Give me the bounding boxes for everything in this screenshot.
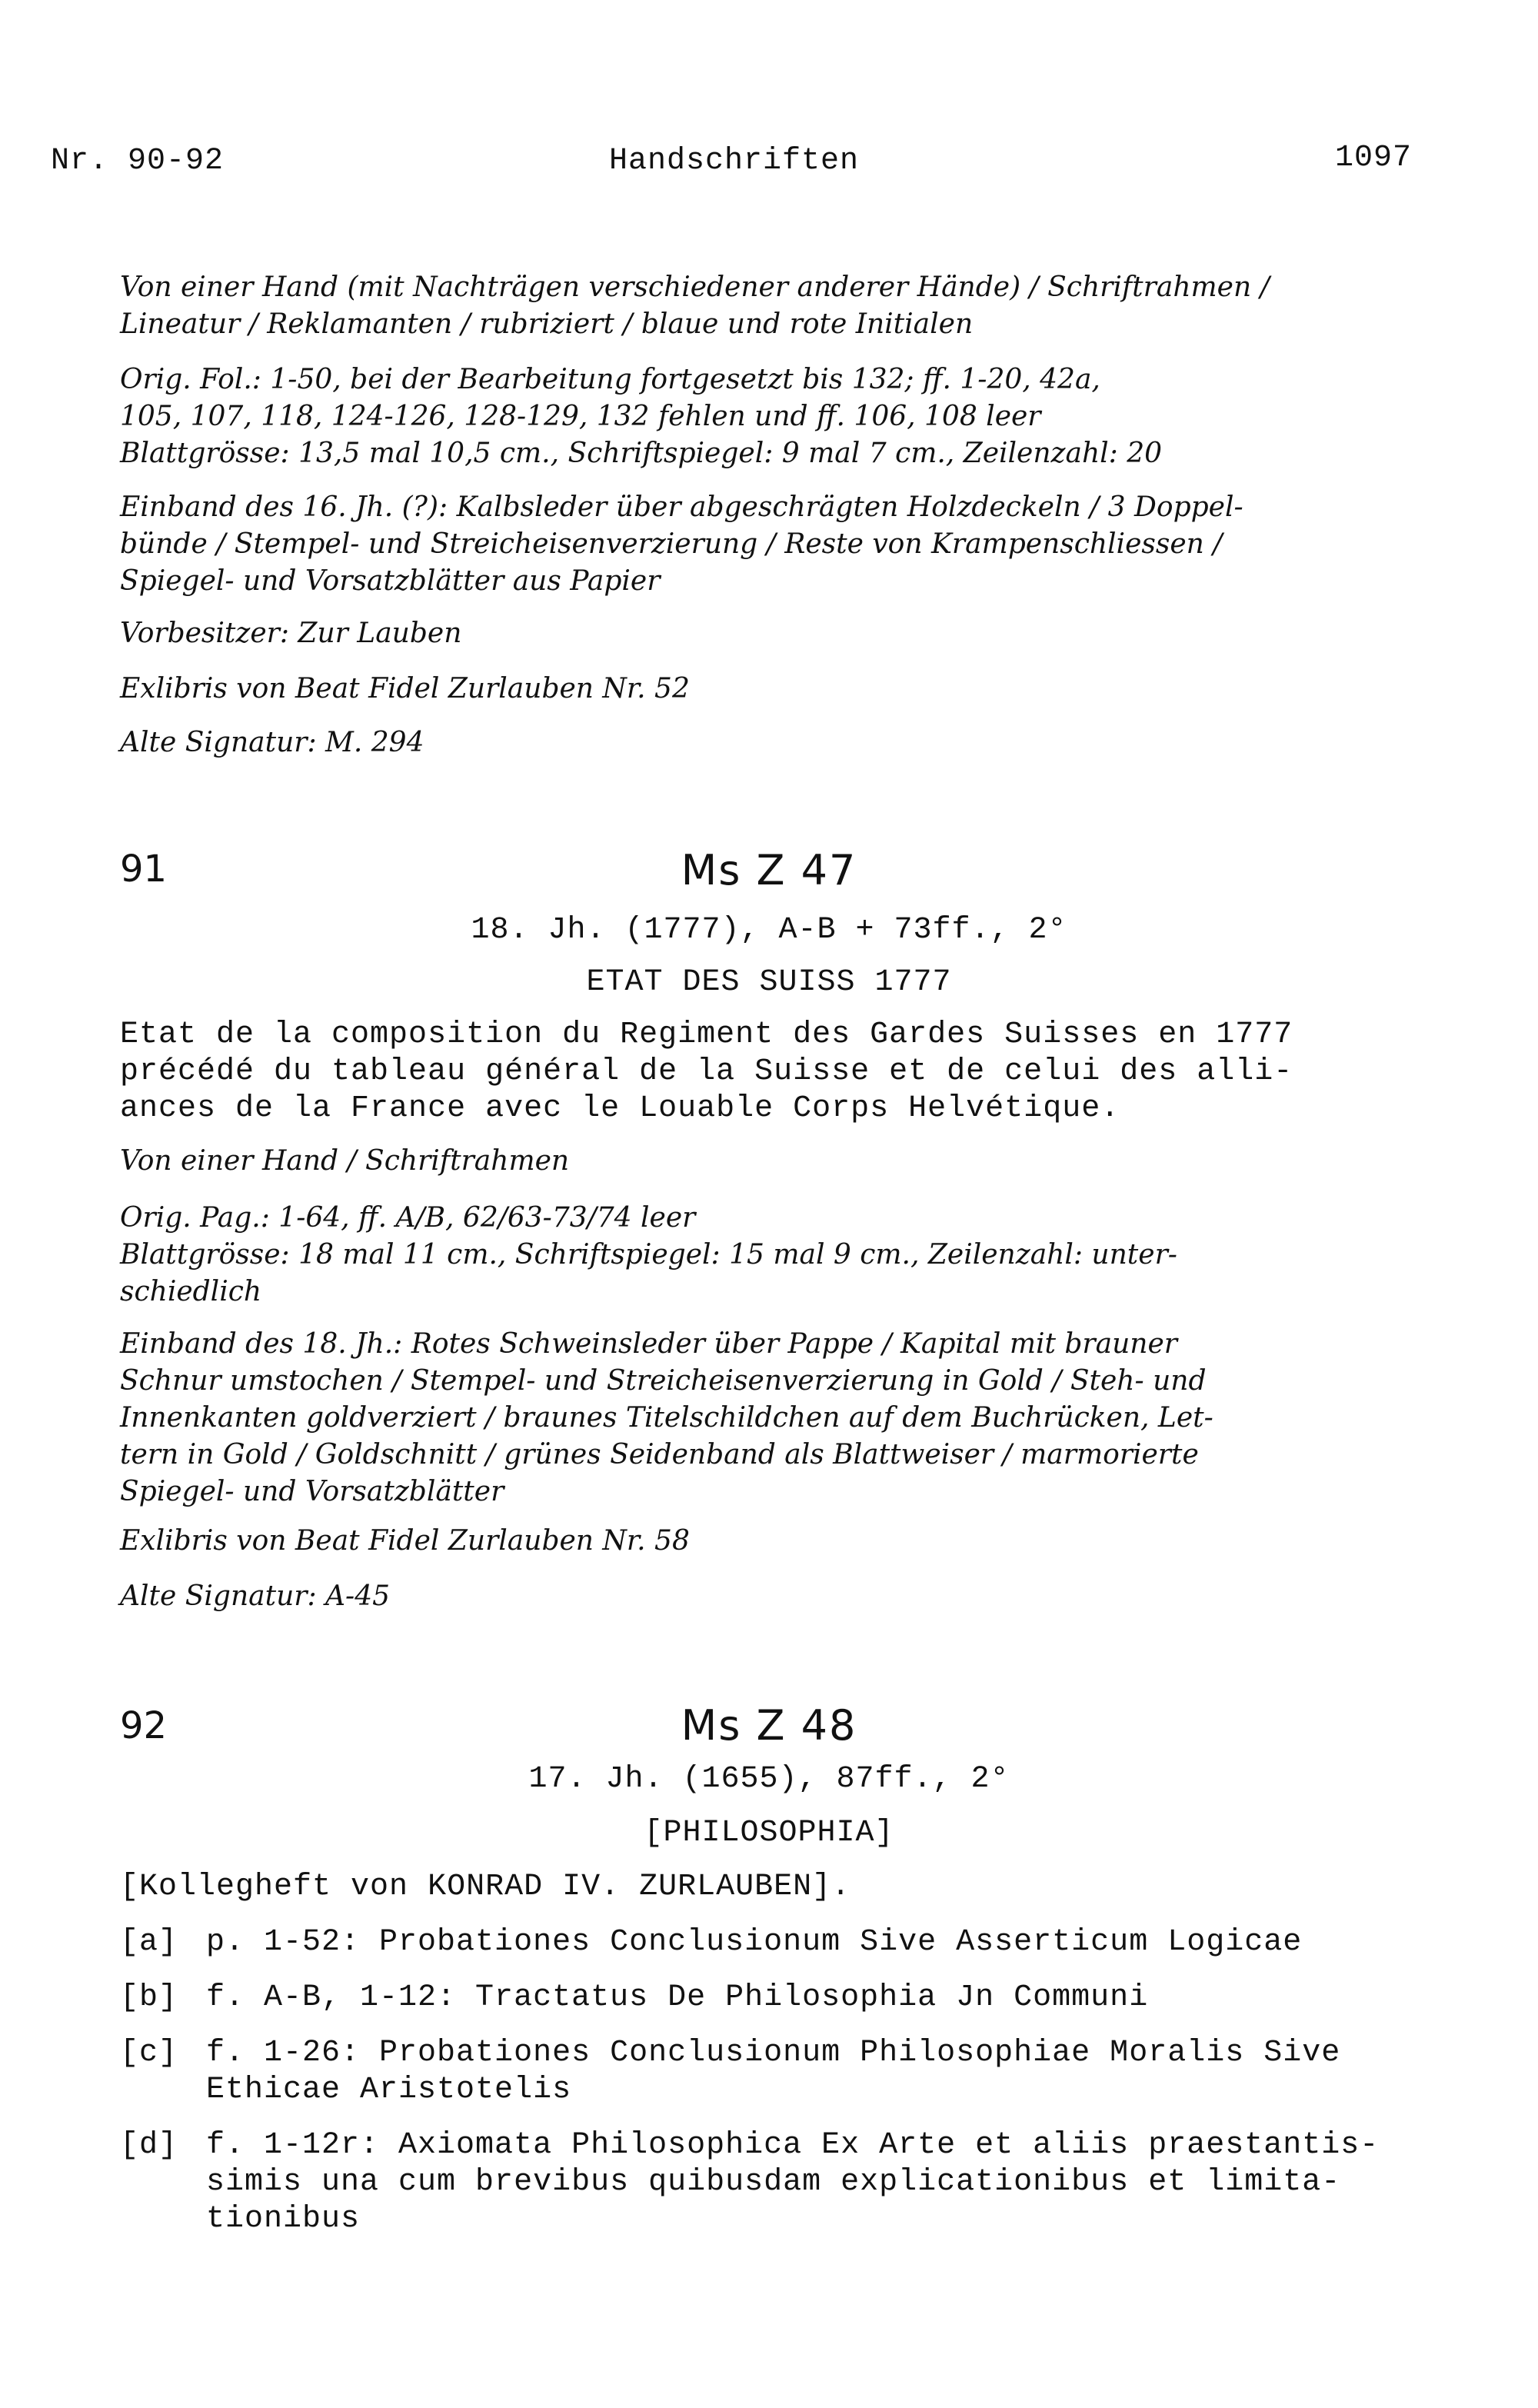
item-label: [d]: [120, 2128, 178, 2163]
text-line: Von einer Hand (mit Nachträgen verschiedener anderer Hände) / Schriftrahmen /: [120, 271, 1270, 303]
entry90-old-signature: Alte Signatur: M. 294: [120, 727, 424, 758]
entry91-old-signature: Alte Signatur: A-45: [120, 1580, 390, 1612]
running-head-title: Handschriften: [609, 144, 860, 178]
text-line: tern in Gold / Goldschnitt / grünes Seidenband als Blattweiser / marmorierte: [120, 1439, 1199, 1470]
text-line: bünde / Stempel- und Streicheisenverzierung / Reste von Krampenschliessen /: [120, 528, 1223, 560]
text-line: f. 1-12r: Axiomata Philosophica Ex Arte et aliis praestantis-: [206, 2128, 1380, 2163]
text-line: Innenkanten goldverziert / braunes Titelschildchen auf dem Buchrücken, Let-: [120, 1402, 1213, 1434]
text-line: 105, 107, 118, 124-126, 128-129, 132 fehlen und ff. 106, 108 leer: [120, 401, 1041, 432]
text-line: Lineatur / Reklamanten / rubriziert / blaue und rote Initialen: [120, 308, 974, 340]
entry91-hand: Von einer Hand / Schriftrahmen: [120, 1145, 570, 1177]
running-head-left: Nr. 90-92: [51, 144, 225, 178]
entry91-description: [120, 1017, 1443, 1127]
entry91-dating: 18. Jh. (1777), A-B + 73ff., 2°: [471, 913, 1067, 948]
page-number: 1097: [1335, 141, 1413, 175]
item-label: [c]: [120, 2036, 178, 2070]
entry90-hand-description: [120, 269, 1443, 343]
entry92-shelfmark: Ms Z 48: [681, 1701, 857, 1750]
text-line: Spiegel- und Vorsatzblätter: [120, 1476, 504, 1507]
entry90-binding: [120, 489, 1443, 600]
text-line: tionibus: [206, 2202, 361, 2236]
entry91-binding: [120, 1326, 1443, 1510]
text-line: Etat de la composition du Regiment des Gardes Suisses en 1777: [120, 1017, 1293, 1052]
entry90-foliation: [120, 361, 1443, 472]
text-line: ances de la France avec le Louable Corps Helvétique.: [120, 1091, 1120, 1126]
entry91-shelfmark: Ms Z 47: [681, 846, 857, 894]
text-line: simis una cum brevibus quibusdam explicationibus et limita-: [206, 2165, 1341, 2200]
text-line: p. 1-52: Probationes Conclusionum Sive Asserticum Logicae: [206, 1925, 1303, 1960]
text-line: Blattgrösse: 18 mal 11 cm., Schriftspiegel: 15 mal 9 cm., Zeilenzahl: unter-: [120, 1239, 1177, 1271]
entry90-exlibris: Exlibris von Beat Fidel Zurlauben Nr. 52: [120, 673, 690, 704]
text-line: schiedlich: [120, 1276, 262, 1307]
text-line: Ethicae Aristotelis: [206, 2073, 572, 2107]
entry92-intro: [Kollegheft von KONRAD IV. ZURLAUBEN].: [120, 1870, 851, 1904]
text-line: précédé du tableau général de la Suisse et de celui des alli-: [120, 1054, 1293, 1089]
item-text: [206, 1980, 1148, 2017]
entry92-number: 92: [120, 1704, 168, 1747]
text-line: Blattgrösse: 13,5 mal 10,5 cm., Schriftspiegel: 9 mal 7 cm., Zeilenzahl: 20: [120, 438, 1163, 469]
entry91-exlibris: Exlibris von Beat Fidel Zurlauben Nr. 58: [120, 1525, 690, 1557]
entry91-foliation: [120, 1200, 1443, 1311]
item-label: [a]: [120, 1925, 178, 1960]
text-line: f. A-B, 1-12: Tractatus De Philosophia Jn Communi: [206, 1980, 1149, 2015]
item-text: [206, 1924, 1302, 1961]
entry92-dating: 17. Jh. (1655), 87ff., 2°: [528, 1762, 1010, 1797]
text-line: Orig. Pag.: 1-64, ff. A/B, 62/63-73/74 leer: [120, 1202, 696, 1234]
entry91-number: 91: [120, 848, 168, 891]
text-line: Einband des 16. Jh. (?): Kalbsleder über abgeschrägten Holzdeckeln / 3 Doppel-: [120, 491, 1243, 523]
entry92-title: [PHILOSOPHIA]: [644, 1816, 894, 1850]
text-line: Einband des 18. Jh.: Rotes Schweinsleder über Pappe / Kapital mit brauner: [120, 1328, 1177, 1360]
text-line: Orig. Fol.: 1-50, bei der Bearbeitung fortgesetzt bis 132; ff. 1-20, 42a,: [120, 364, 1100, 395]
item-text: [206, 2127, 1379, 2238]
item-label: [b]: [120, 1980, 178, 2015]
text-line: Schnur umstochen / Stempel- und Streicheisenverzierung in Gold / Steh- und: [120, 1365, 1207, 1397]
entry91-title: ETAT DES SUISS 1777: [586, 965, 952, 1000]
text-line: Spiegel- und Vorsatzblätter aus Papier: [120, 565, 661, 597]
item-text: [206, 2035, 1340, 2109]
text-line: f. 1-26: Probationes Conclusionum Philosophiae Moralis Sive: [206, 2036, 1341, 2070]
entry90-owner: Vorbesitzer: Zur Lauben: [120, 618, 462, 649]
